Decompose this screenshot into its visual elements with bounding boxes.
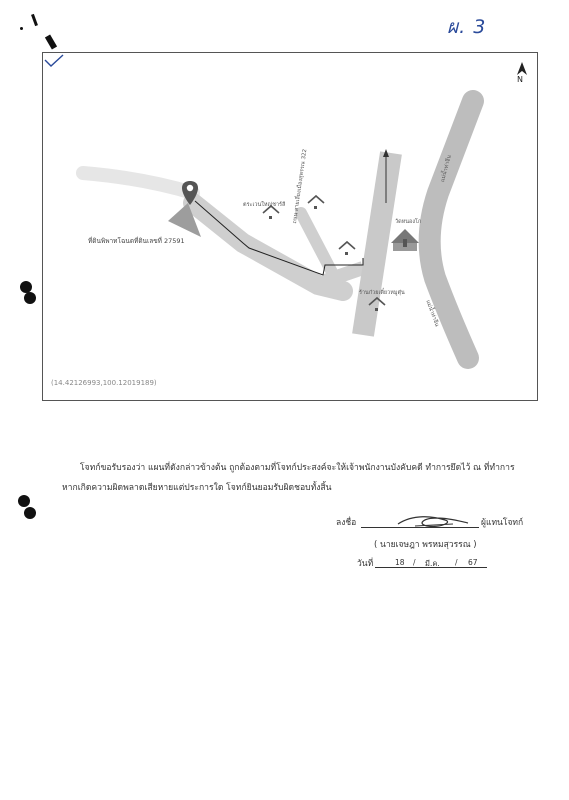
- location-map: [42, 52, 538, 401]
- punch-hole-2: [24, 292, 36, 304]
- map-coordinates: (14.42126993,100.12019189): [51, 379, 157, 387]
- punch-hole-4: [24, 507, 36, 519]
- road-label: ถนน สายเลี่ยงเมืองสุพรรณ 322: [291, 148, 309, 224]
- statement-line-2: หากเกิดความผิดพลาดเสียหายแต่ประการใด โจทก์ยินยอมรับผิดชอบทั้งสิ้น: [62, 483, 332, 493]
- map-drawing: [43, 53, 537, 400]
- handwritten-signature: [393, 512, 473, 532]
- scan-mark-dot: [20, 27, 23, 30]
- date-label: วันที่: [357, 559, 374, 569]
- date-month: มี.ค.: [425, 559, 440, 568]
- date-separator-1: /: [413, 558, 416, 567]
- road-faded-left: [83, 173, 193, 193]
- place-label-lower: ร้านก๋วยเตี๋ยวหมูตุ๋น: [359, 290, 405, 296]
- river-label-bottom: แม่น้ำท่าจีน: [424, 299, 440, 328]
- parcel-label: ที่ดินพิพาทโฉนดที่ดินเลขที่ 27591: [88, 237, 185, 245]
- place-label-temple: วัดหนองโก: [395, 219, 422, 225]
- punch-hole-3: [18, 495, 30, 507]
- signature-label: ลงชื่อ: [336, 518, 357, 528]
- scan-mark-top: [31, 14, 38, 26]
- statement-line-1: โจทก์ขอรับรองว่า แผนที่ดังกล่าวข้างต้น ถูกต้องตามที่โจทก์ประสงค์จะให้เจ้าพนักงานบังคับคดี ทำการยึดไว้ ณ ที่ทำการ: [80, 463, 515, 473]
- road-main: [363, 153, 391, 335]
- date-year: 67: [468, 558, 478, 567]
- north-arrow-icon: [517, 62, 527, 75]
- page-number: ผ. 3: [447, 16, 487, 38]
- north-label: N: [517, 75, 523, 84]
- scan-mark-top-2: [45, 34, 57, 49]
- date-separator-2: /: [455, 558, 458, 567]
- house-icon-road: [339, 242, 355, 255]
- place-label-left: ตระเวนใหญ่ชาร์ลี: [243, 202, 286, 208]
- signatory-name: ( นายเจษฎา พรหมสุวรรณ ): [374, 540, 477, 550]
- date-day: 18: [395, 558, 405, 567]
- check-mark-icon: [43, 53, 65, 69]
- signature-role: ผู้แทนโจทก์: [481, 518, 524, 528]
- river-label-top: แม่น้ำท่าจีน: [439, 154, 453, 183]
- temple-icon: [391, 229, 419, 251]
- certification-statement: [62, 458, 522, 498]
- house-icon-mid: [308, 196, 324, 209]
